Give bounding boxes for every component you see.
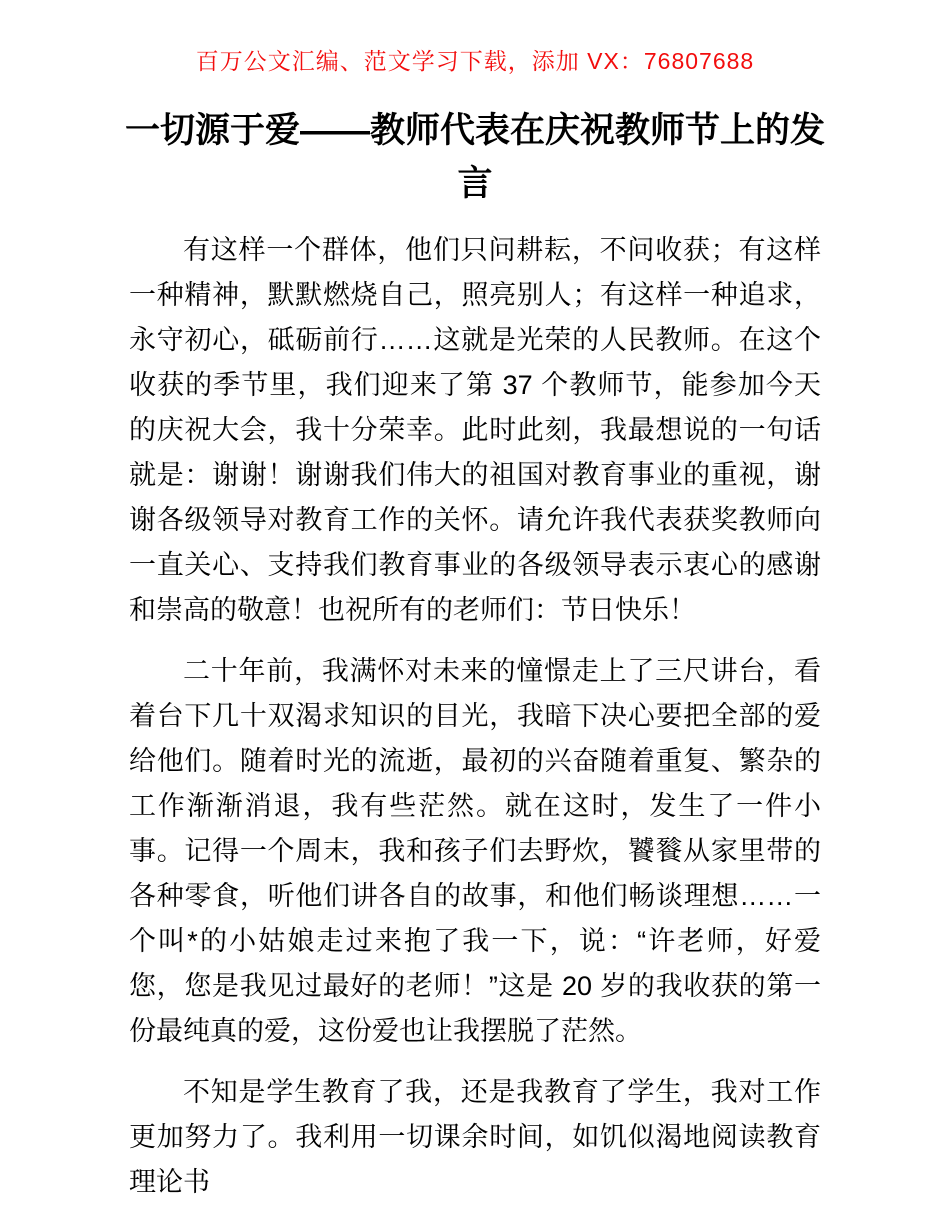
header-promo-notice: 百万公文汇编、范文学习下载，添加 VX：76807688	[195, 48, 755, 74]
page-title: 一切源于爱——教师代表在庆祝教师节上的发言	[124, 111, 825, 203]
paragraph-1: 有这样一个群体，他们只问耕耘，不问收获；有这样一种精神，默默燃烧自己，照亮别人；有这样一种追求，永守初心，砥砺前行……这就是光荣的人民教师。在这个收获的季节里，我们迎来了第 37 个教师节，能参加今天的庆祝大会，我十分荣幸。此时此刻，我最想说的一句话就是：谢谢！谢谢我们伟大的祖国对教育事业的重视，谢谢各级领导对教育工作的关怀。请允许我代表获奖教师向一直关心、支持我们教育事业的各级领导表示衷心的感谢和崇高的敬意！也祝所有的老师们：节日快乐！	[129, 235, 821, 625]
paragraph-3: 不知是学生教育了我，还是我教育了学生，我对工作更加努力了。我利用一切课余时间，如饥似渴地阅读教育理论书	[129, 1077, 821, 1197]
paragraph-2: 二十年前，我满怀对未来的憧憬走上了三尺讲台，看着台下几十双渴求知识的目光，我暗下决心要把全部的爱给他们。随着时光的流逝，最初的兴奋随着重复、繁杂的工作渐渐消退，我有些茫然。就在这时，发生了一件小事。记得一个周末，我和孩子们去野炊，饕餮从家里带的各种零食，听他们讲各自的故事，和他们畅谈理想……一个叫*的小姑娘走过来抱了我一下，说：“许老师，好爱您，您是我见过最好的老师！”这是 20 岁的我收获的第一份最纯真的爱，这份爱也让我摆脱了茫然。	[129, 656, 821, 1046]
document-body	[129, 228, 821, 1205]
